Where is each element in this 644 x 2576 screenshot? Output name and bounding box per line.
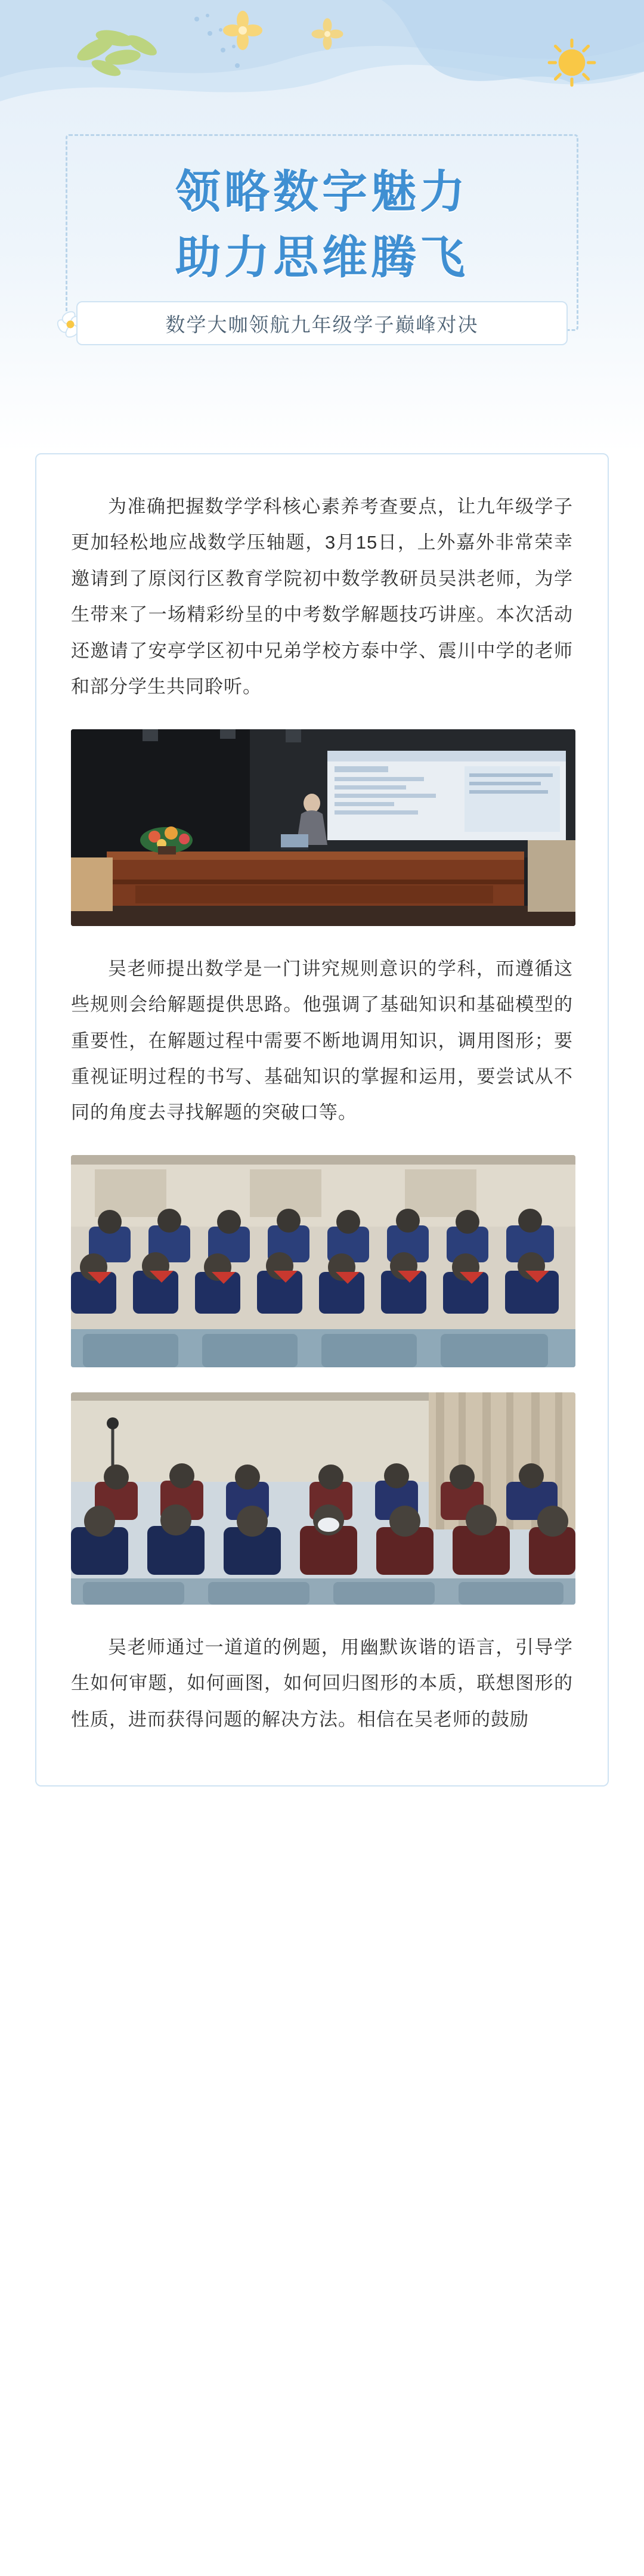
photo-students-audience-2-image [71,1392,575,1605]
page-title-line-2: 助力思维腾飞 [175,233,469,284]
photo-lecture-stage-image [71,729,575,926]
photo-students-audience-1-image [71,1155,575,1367]
paragraph: 吴老师通过一道道的例题，用幽默诙谐的语言，引导学生如何审题，如何画图，如何回归图形的本质，联想图形的性质，进而获得问题的解决方法。相信在吴老师的鼓励 [71,1636,573,1730]
blossom-icon [310,17,345,51]
page-title-line-1: 领略数字魅力 [175,167,469,218]
photo-lecture-stage [71,729,575,926]
photo-students-audience-2 [71,1392,575,1605]
page-header [0,0,644,453]
subtitle-banner [76,301,568,345]
rain-dots-icon [190,7,261,79]
subtitle-text: 数学大咖领航九年级学子巅峰对决 [165,313,479,336]
page-title [0,160,644,291]
paragraph: 为准确把握数学学科核心素养考查要点，让九年级学子更加轻松地应战数学压轴题，3月15日，上外嘉外非常荣幸邀请到了原闵行区教育学院初中数学教研员吴洪老师，为学生带来了一场精彩纷呈的中考数学解题技巧讲座。本次活动还邀请了安亭学区初中兄弟学校方泰中学、震川中学的老师和部分学生共同聆听。 [71,496,573,698]
leaf-cluster-icon [72,14,173,86]
photo-students-audience-1 [71,1155,575,1367]
paragraph: 吴老师提出数学是一门讲究规则意识的学科，而遵循这些规则会给解题提供思路。他强调了基础知识和基础模型的重要性，在解题过程中需要不断地调用知识，调用图形；要重视证明过程的书写、基础知识的掌握和运用，要尝试从不同的角度去寻找解题的突破口等。 [71,958,573,1123]
sun-icon [546,37,597,88]
article-card [35,453,609,1787]
